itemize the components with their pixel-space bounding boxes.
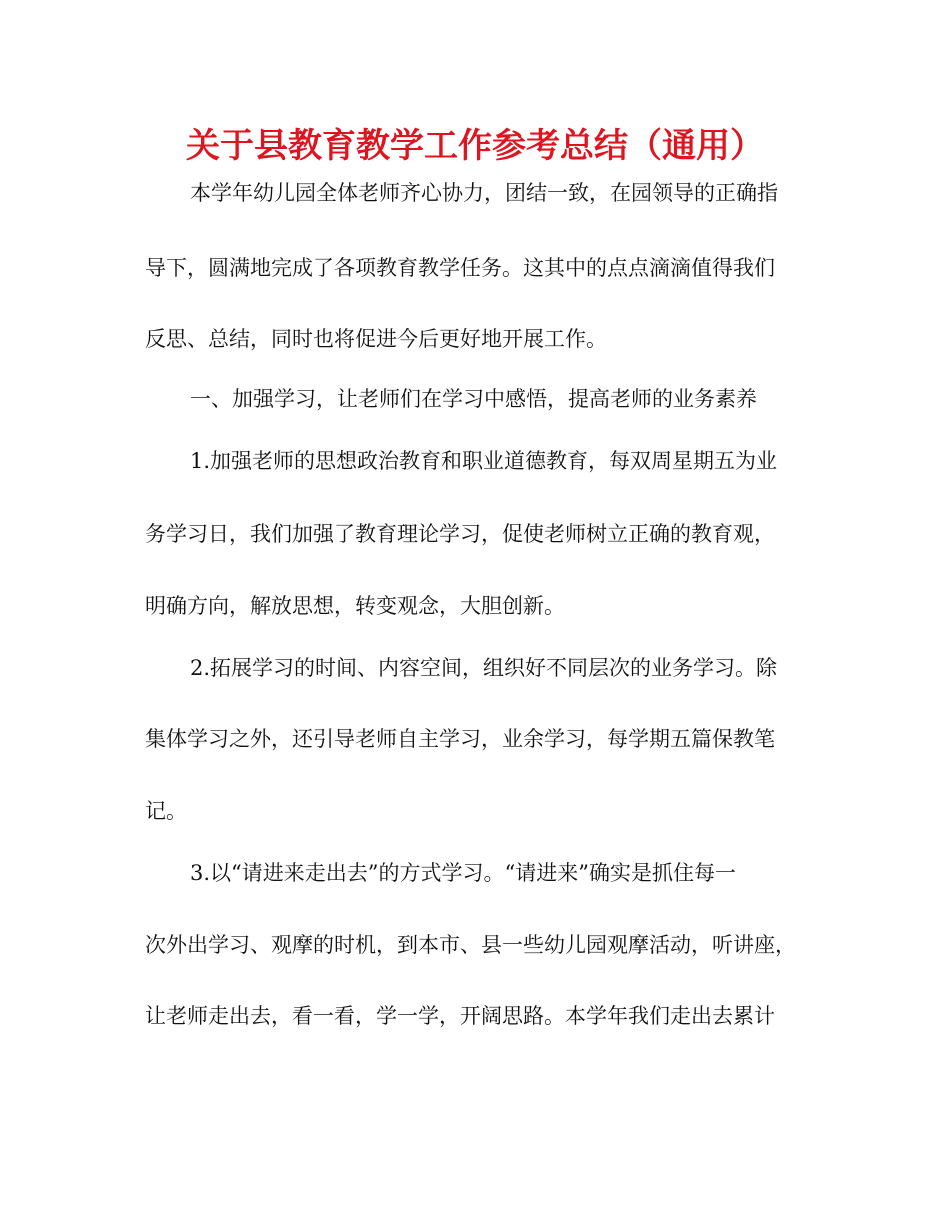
paragraph-line: 导下，圆满地完成了各项教育教学任务。这其中的点点滴滴值得我们: [145, 256, 775, 280]
paragraph-line: 明确方向，解放思想，转变观念，大胆创新。: [145, 594, 565, 618]
paragraph-line: 集体学习之外，还引导老师自主学习，业余学习，每学期五篇保教笔: [145, 727, 775, 751]
document-title: 关于县教育教学工作参考总结（通用）: [186, 126, 764, 166]
paragraph-line: 1.加强老师的思想政治教育和职业道德教育，每双周星期五为业: [190, 449, 778, 473]
paragraph-line: 次外出学习、观摩的时机，到本市、县一些幼儿园观摩活动，听讲座，: [145, 933, 796, 957]
paragraph-line: 务学习日，我们加强了教育理论学习，促使老师树立正确的教育观，: [145, 522, 775, 546]
paragraph-line: 反思、总结，同时也将促进今后更好地开展工作。: [145, 327, 607, 351]
section-heading: 一、加强学习，让老师们在学习中感悟，提高老师的业务素养: [190, 387, 757, 411]
paragraph-line: 记。: [145, 799, 187, 823]
paragraph-line: 本学年幼儿园全体老师齐心协力，团结一致，在园领导的正确指: [190, 181, 778, 205]
paragraph-line: 2.拓展学习的时间、内容空间，组织好不同层次的业务学习。除: [190, 656, 778, 680]
paragraph-line: 让老师走出去，看一看，学一学，开阔思路。本学年我们走出去累计: [145, 1004, 775, 1028]
paragraph-line: 3.以“请进来走出去”的方式学习。“请进来”确实是抓住每一: [190, 861, 736, 885]
